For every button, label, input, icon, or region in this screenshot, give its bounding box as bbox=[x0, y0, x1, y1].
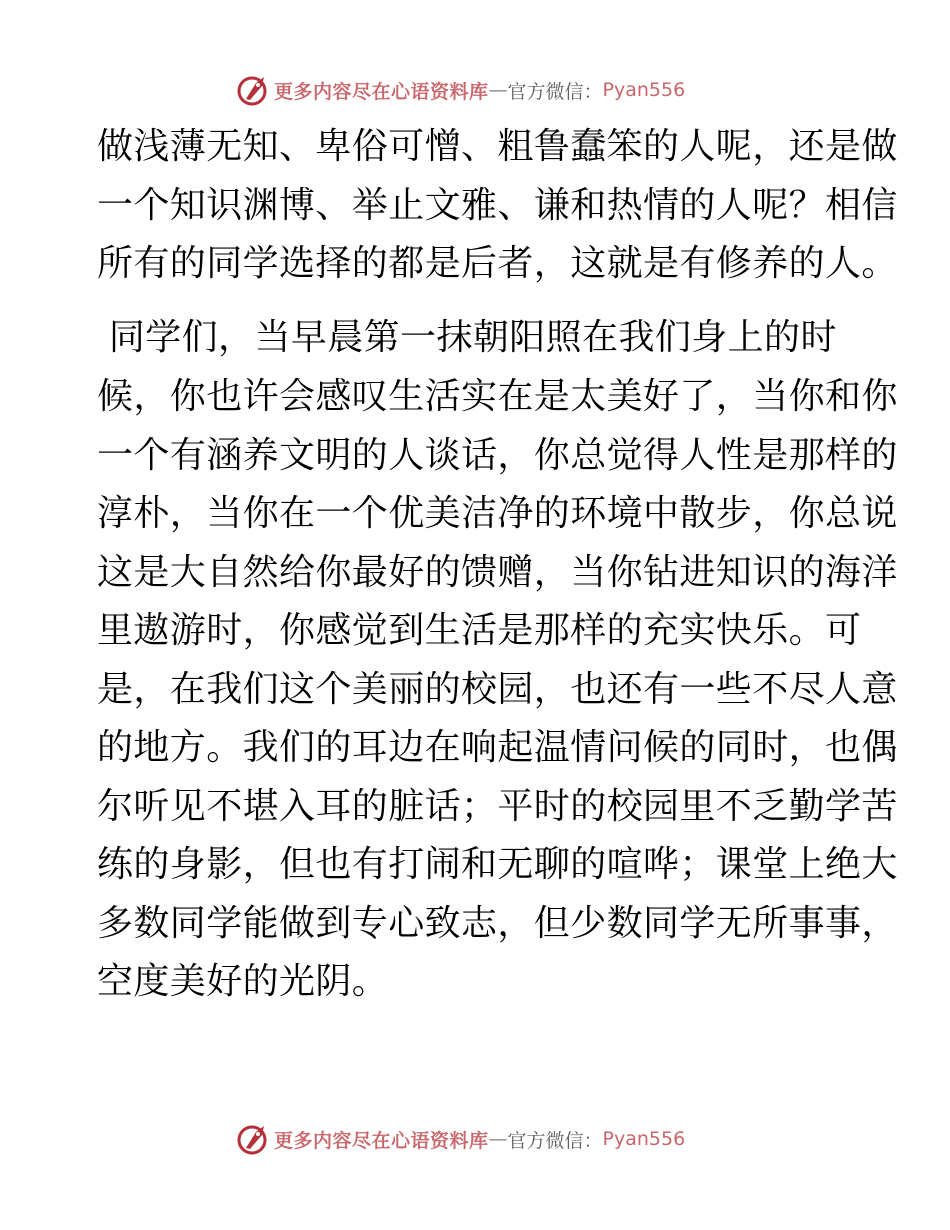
ad-text: 更多内容尽在心语资料库 bbox=[274, 80, 489, 103]
separator: — bbox=[488, 79, 508, 101]
paragraph-2-line: 练的身影，但也有打闹和无聊的喧哗；课堂上绝大 bbox=[97, 844, 898, 885]
paragraph-2-line: 多数同学能做到专心致志，但少数同学无所事事， bbox=[97, 903, 898, 944]
pen-nib-logo-icon bbox=[236, 1122, 270, 1156]
wechat-label: 官方微信： bbox=[507, 80, 603, 103]
paragraph-1-line: 做浅薄无知、卑俗可憎、粗鲁蠢笨的人呢，还是做 bbox=[97, 126, 898, 167]
paragraph-2-line: 空度美好的光阴。 bbox=[97, 961, 389, 1002]
wechat-id: Pyan556 bbox=[602, 79, 686, 101]
paragraph-1-line: 所有的同学选择的都是后者，这就是有修养的人。 bbox=[97, 243, 898, 284]
footer-banner bbox=[236, 1121, 685, 1157]
paragraph-2-line: 同学们，当早晨第一抹朝阳照在我们身上的时 bbox=[97, 317, 837, 358]
wechat-label: 官方微信： bbox=[507, 1129, 603, 1152]
ad-text: 更多内容尽在心语资料库 bbox=[274, 1129, 489, 1152]
paragraph-2-line: 一个有涵养文明的人谈话，你总觉得人性是那样的 bbox=[97, 435, 898, 476]
paragraph-2-line: 的地方。我们的耳边在响起温情问候的同时，也偶 bbox=[97, 727, 898, 768]
paragraph-2-line: 尔听见不堪入耳的脏话；平时的校园里不乏勤学苦 bbox=[97, 786, 898, 827]
paragraph-2-line: 淳朴，当你在一个优美洁净的环境中散步，你总说 bbox=[97, 493, 898, 534]
paragraph-1-line: 一个知识渊博、举止文雅、谦和热情的人呢？相信 bbox=[97, 185, 898, 226]
paragraph-2-line: 这是大自然给你最好的馈赠，当你钻进知识的海洋 bbox=[97, 552, 898, 593]
paragraph-2-line: 里遨游时，你感觉到生活是那样的充实快乐。可 bbox=[97, 610, 862, 651]
paragraph-2-line: 候，你也许会感叹生活实在是太美好了，当你和你 bbox=[97, 376, 898, 417]
header-banner bbox=[236, 72, 685, 108]
separator: — bbox=[488, 1128, 508, 1150]
pen-nib-logo-icon bbox=[236, 73, 270, 107]
wechat-id: Pyan556 bbox=[602, 1128, 686, 1150]
paragraph-2-line: 是，在我们这个美丽的校园，也还有一些不尽人意 bbox=[97, 669, 898, 710]
